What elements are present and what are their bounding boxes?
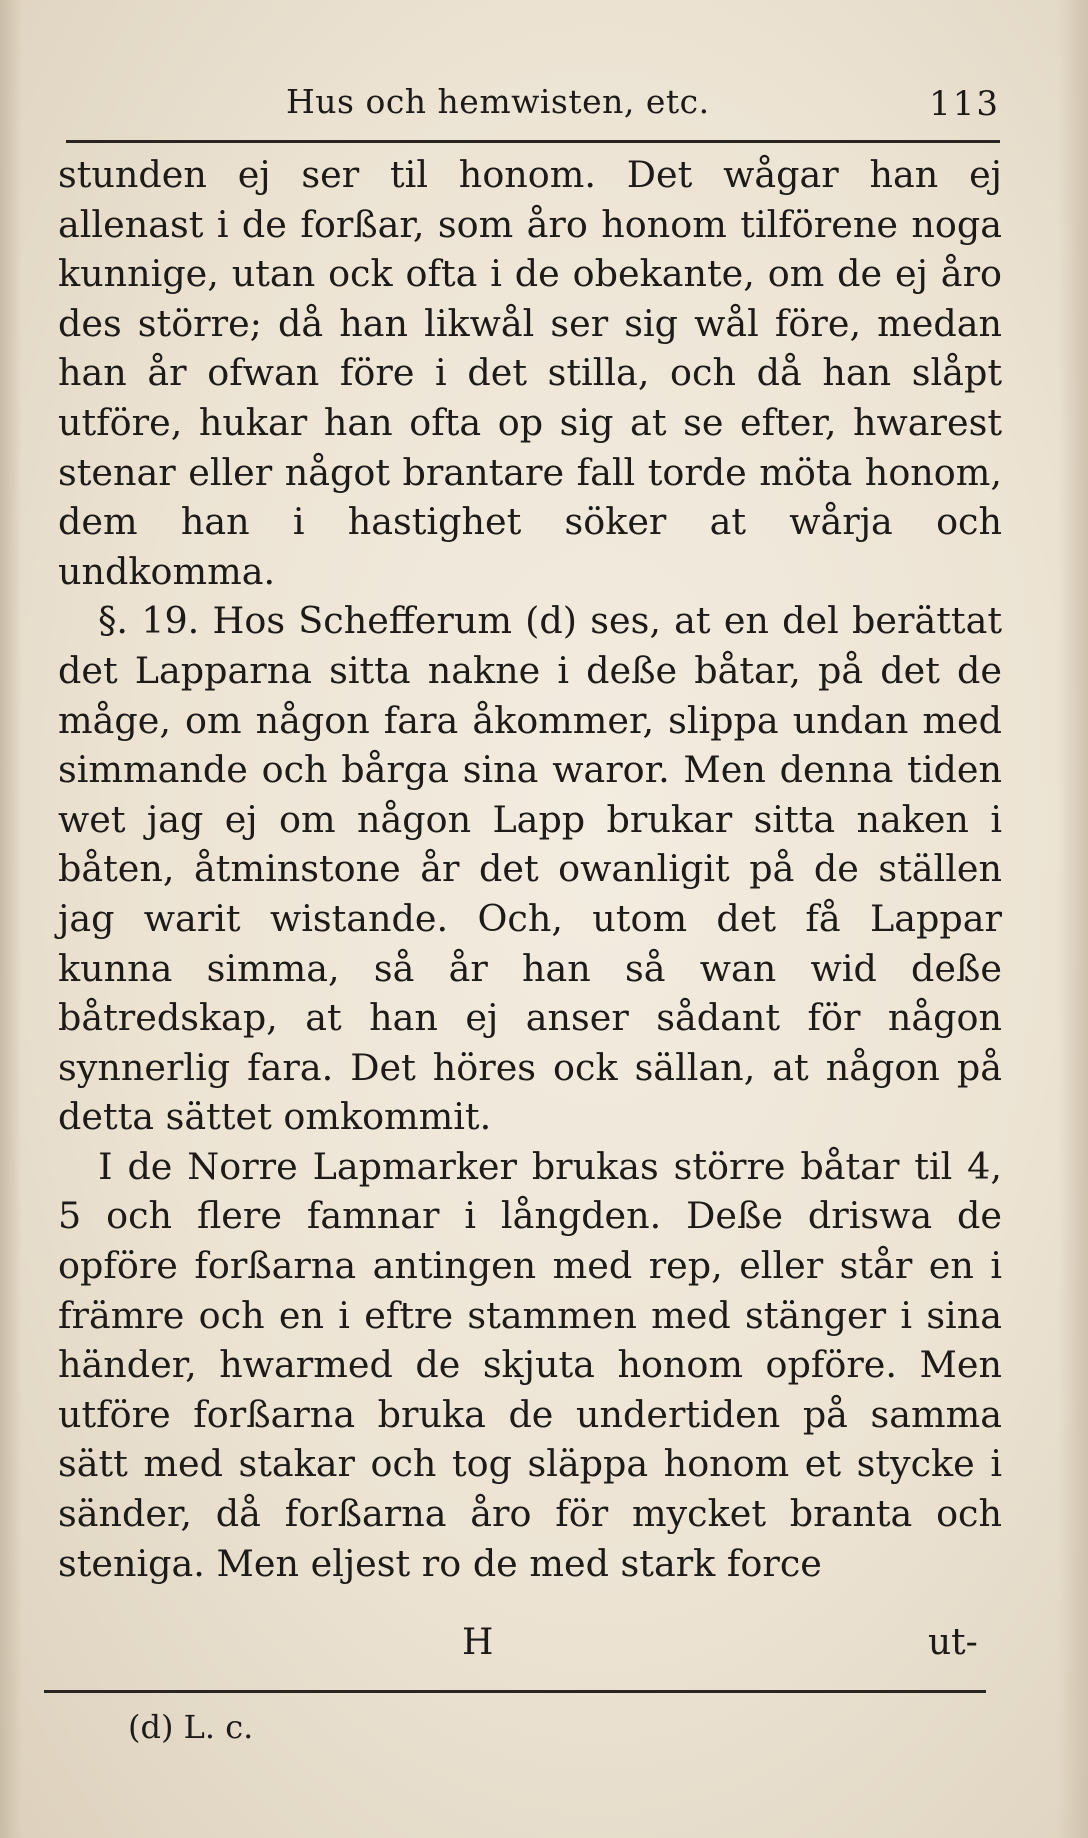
- paragraph: stunden ej ser til honom. Det wågar han ej allenast i de forßar, som åro honom tilförene noga kunnige, utan ock ofta i de obekante, om de ej åro des större; då han likwål ser sig wål före, medan han år ofwan före i det stilla, och då han slåpt utföre, hukar han ofta op sig at se efter, hwarest stenar eller något brantare fall torde möta honom, dem han i hastighet söker at wårja och undkomma.: [58, 153, 1002, 593]
- page-footer: [0, 1622, 1088, 1682]
- signature-mark: H: [462, 1622, 494, 1663]
- running-head: Hus och hemwisten, etc.: [286, 82, 710, 121]
- page-number: 113: [929, 84, 1000, 124]
- footnote-rule: [44, 1690, 986, 1693]
- catchword: ut-: [928, 1622, 978, 1663]
- paragraph: I de Norre Lapmarker brukas större båtar til 4, 5 och flere famnar i långden. Deße driswa de opföre forßarna antingen med rep, eller står en i främre och en i eftre stammen med stänger i sina händer, hwarmed de skjuta honom opföre. Men utföre forßarna bruka de undertiden på samma sätt med stakar och tog släppa honom et stycke i sänder, då forßarna åro för mycket branta och steniga. Men eljest ro de med stark force: [58, 1144, 1002, 1585]
- footnote: (d) L. c.: [128, 1708, 254, 1746]
- page-header: [66, 82, 1000, 132]
- paragraph: §. 19. Hos Schefferum (d) ses, at en del berättat det Lapparna sitta nakne i deße båtar, på det de måge, om någon fara åkommer, slippa undan med simmande och bårga sina waror. Men denna tiden wet jag ej om någon Lapp brukar sitta naken i båten, åtminstone år det owanligit på de ställen jag warit wistande. Och, utom det få Lappar kunna simma, så år han så wan wid deße båtredskap, at han ej anser sådant för någon synnerlig fara. Det höres ock sällan, at någon på detta sättet omkommit.: [58, 599, 1002, 1139]
- header-rule: [66, 140, 1000, 143]
- body-text: [58, 150, 1002, 1588]
